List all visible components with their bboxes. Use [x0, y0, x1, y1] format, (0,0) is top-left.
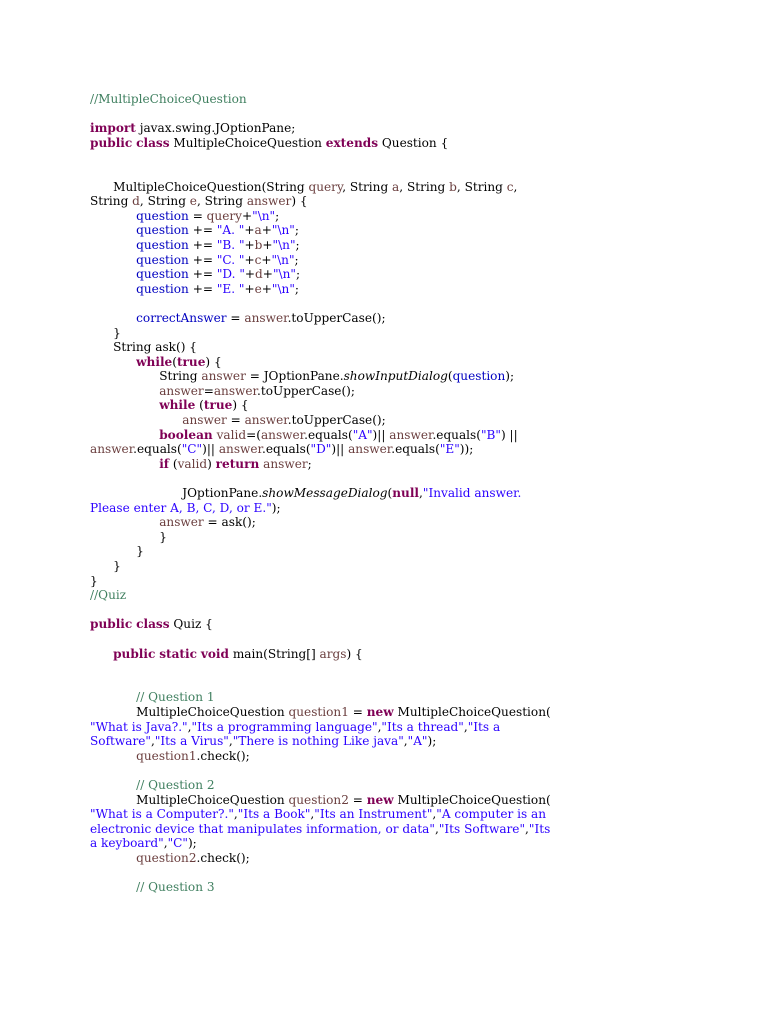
- code-line: [90, 282, 750, 297]
- variable-token: d: [132, 194, 140, 209]
- code-line: [90, 340, 750, 355]
- code-line: [90, 617, 750, 632]
- string-token: "A": [407, 734, 428, 749]
- variable-token: answer: [244, 310, 288, 325]
- code-token: +: [244, 252, 255, 267]
- code-token: [90, 690, 136, 704]
- code-token: ,: [310, 807, 315, 822]
- code-token: (: [387, 486, 393, 501]
- code-token: }: [90, 544, 144, 559]
- variable-token: valid: [177, 456, 208, 471]
- keyword-token: void: [200, 646, 229, 661]
- comment-token: //MultipleChoiceQuestion: [90, 92, 247, 106]
- field-token: question: [136, 208, 189, 223]
- keyword-token: while: [136, 354, 173, 369]
- code-token: +: [244, 281, 255, 296]
- code-token: [90, 384, 159, 398]
- code-token: ;: [307, 456, 312, 471]
- code-line: [90, 355, 750, 370]
- keyword-token: class: [136, 617, 170, 632]
- field-token: question: [136, 237, 189, 252]
- variable-token: question2: [288, 792, 349, 807]
- variable-token: question1: [288, 704, 349, 719]
- string-token: Please enter A, B, C, D, or E.": [90, 500, 272, 515]
- code-token: }: [90, 529, 167, 544]
- code-token: =: [188, 208, 207, 223]
- code-token: }: [90, 325, 121, 340]
- code-line: [90, 296, 750, 311]
- string-token: "\n": [271, 281, 295, 296]
- variable-token: answer: [244, 413, 288, 428]
- code-token: +: [244, 223, 255, 238]
- code-line: [90, 836, 750, 851]
- code-token: [90, 413, 182, 427]
- keyword-token: public: [113, 646, 156, 661]
- field-token: question: [136, 267, 189, 282]
- string-token: electronic device that manipulates information, or data": [90, 821, 435, 836]
- string-token: "C": [181, 442, 203, 457]
- code-token: [90, 238, 136, 252]
- comment-token: // Question 3: [136, 880, 215, 895]
- variable-token: c: [254, 252, 262, 267]
- code-token: ,: [513, 179, 518, 194]
- code-token: MultipleChoiceQuestion: [90, 704, 289, 719]
- keyword-token: static: [159, 646, 197, 661]
- keyword-token: new: [366, 704, 394, 719]
- code-token: [90, 428, 159, 442]
- string-token: "Its a Book": [237, 807, 311, 822]
- string-token: "\n": [272, 267, 296, 282]
- code-token: ));: [459, 442, 474, 457]
- keyword-token: null: [392, 486, 420, 501]
- code-token: ,: [163, 836, 168, 851]
- code-line: [90, 486, 750, 501]
- string-token: "\n": [271, 252, 295, 267]
- code-token: ,: [463, 719, 468, 734]
- field-token: question: [136, 223, 189, 238]
- code-token: ,: [432, 807, 437, 822]
- code-token: String ask() {: [90, 340, 197, 355]
- code-token: ) {: [232, 398, 249, 413]
- code-token: ) ||: [501, 427, 518, 442]
- code-line: [90, 180, 750, 195]
- code-token: ;: [294, 223, 299, 238]
- code-token: = ask();: [203, 515, 256, 530]
- variable-token: answer: [90, 442, 134, 457]
- string-token: a keyboard": [90, 836, 164, 851]
- string-token: "What is a Computer?.": [90, 807, 234, 822]
- keyword-token: new: [366, 792, 394, 807]
- code-token: MultipleChoiceQuestion(String: [90, 179, 309, 194]
- code-token: Question {: [378, 135, 449, 150]
- code-token: ,: [150, 734, 155, 749]
- code-line: [90, 107, 750, 122]
- code-token: .toUpperCase();: [287, 310, 386, 325]
- variable-token: query: [206, 208, 242, 223]
- code-token: ,: [233, 807, 238, 822]
- code-token: [90, 311, 136, 325]
- code-token: ;: [294, 281, 299, 296]
- string-token: "\n": [252, 208, 276, 223]
- code-line: [90, 880, 750, 895]
- variable-token: e: [189, 194, 197, 209]
- variable-token: answer: [201, 369, 246, 384]
- code-token: , String: [139, 194, 190, 209]
- code-token: [90, 282, 136, 296]
- code-token: +=: [188, 267, 217, 282]
- code-token: , String: [342, 179, 393, 194]
- code-line: [90, 136, 750, 151]
- code-token: ,: [525, 821, 529, 836]
- variable-token: answer: [218, 442, 262, 457]
- code-token: ;: [294, 252, 299, 267]
- string-token: "A. ": [216, 223, 245, 238]
- keyword-token: extends: [325, 135, 379, 150]
- code-token: );: [427, 734, 437, 749]
- code-token: ,: [228, 734, 233, 749]
- code-token: ,: [377, 719, 382, 734]
- string-token: "Its a programming language": [191, 719, 378, 734]
- code-token: (: [195, 398, 204, 413]
- string-token: "C. ": [216, 252, 245, 267]
- code-token: , String: [196, 194, 247, 209]
- code-line: [90, 428, 750, 443]
- code-line: [90, 515, 750, 530]
- string-token: "B. ": [216, 237, 245, 252]
- code-token: ;: [275, 208, 280, 223]
- code-token: ,: [187, 719, 192, 734]
- variable-token: answer: [182, 413, 227, 428]
- variable-token: c: [506, 179, 514, 194]
- variable-token: answer: [348, 442, 392, 457]
- code-token: }: [90, 559, 121, 573]
- code-listing: [90, 92, 750, 895]
- keyword-token: class: [136, 135, 170, 150]
- code-token: MultipleChoiceQuestion: [169, 135, 326, 150]
- code-token: +=: [188, 223, 217, 238]
- string-token: "D": [310, 442, 332, 457]
- string-token: "A": [352, 427, 373, 442]
- keyword-token: import: [90, 121, 136, 136]
- keyword-token: true: [176, 354, 206, 369]
- comment-token: // Question 2: [136, 777, 215, 792]
- code-token: ;: [295, 237, 300, 252]
- field-token: question: [136, 281, 189, 296]
- code-token: =: [348, 792, 367, 807]
- field-token: correctAnswer: [136, 310, 227, 325]
- code-token: =: [348, 704, 367, 719]
- comment-token: //Quiz: [90, 588, 127, 603]
- code-token: +: [262, 267, 273, 282]
- code-token: [90, 223, 136, 237]
- code-token: }: [90, 573, 98, 588]
- keyword-token: public: [90, 617, 133, 632]
- code-line: [90, 807, 750, 822]
- keyword-token: if: [159, 456, 169, 471]
- code-line: [90, 690, 750, 705]
- string-token: "\n": [271, 223, 295, 238]
- code-token: +=: [188, 252, 217, 267]
- variable-token: answer: [159, 383, 204, 398]
- code-token: [90, 253, 136, 267]
- static-method-token: showMessageDialog: [262, 486, 388, 501]
- code-token: )||: [202, 442, 219, 457]
- code-token: =: [226, 310, 245, 325]
- code-token: javax.swing.JOptionPane;: [135, 121, 296, 136]
- variable-token: e: [254, 281, 262, 296]
- code-line: [90, 661, 750, 676]
- code-line: [90, 632, 750, 647]
- code-token: [90, 851, 136, 865]
- code-token: =(: [246, 427, 261, 442]
- code-token: (: [447, 369, 453, 384]
- code-line: [90, 369, 750, 384]
- code-line: [90, 763, 750, 778]
- code-token: Quiz {: [169, 617, 213, 632]
- code-token: String: [90, 194, 133, 209]
- code-token: )||: [372, 427, 390, 442]
- variable-token: b: [254, 237, 263, 252]
- string-token: "Its a thread": [381, 719, 464, 734]
- variable-token: a: [392, 179, 400, 194]
- code-token: ) {: [291, 194, 308, 209]
- code-token: MultipleChoiceQuestion(: [393, 792, 551, 807]
- code-line: [90, 822, 750, 837]
- code-line: [90, 209, 750, 224]
- code-line: [90, 253, 750, 268]
- code-token: +: [244, 237, 255, 252]
- code-token: [90, 398, 159, 412]
- code-token: [90, 778, 136, 792]
- code-token: [90, 647, 113, 661]
- variable-token: args: [319, 646, 347, 661]
- code-token: .equals(: [391, 442, 440, 457]
- code-line: [90, 223, 750, 238]
- code-line: [90, 734, 750, 749]
- string-token: "Its Software": [438, 821, 526, 836]
- code-line: [90, 165, 750, 180]
- variable-token: answer: [246, 194, 292, 209]
- code-token: .check();: [196, 748, 250, 763]
- field-token: question: [452, 369, 506, 384]
- comment-token: // Question 1: [136, 690, 215, 705]
- code-token: String: [90, 369, 202, 384]
- code-line: [90, 778, 750, 793]
- variable-token: question1: [136, 748, 197, 763]
- code-line: [90, 851, 750, 866]
- code-line: [90, 588, 750, 603]
- code-token: JOptionPane.: [90, 486, 263, 501]
- code-line: [90, 865, 750, 880]
- code-token: , String: [456, 179, 507, 194]
- code-line: [90, 457, 750, 472]
- code-token: ,: [403, 734, 408, 749]
- string-token: Software": [90, 734, 151, 749]
- code-token: MultipleChoiceQuestion(: [393, 704, 551, 719]
- variable-token: b: [449, 179, 457, 194]
- string-token: "What is Java?.": [90, 719, 188, 734]
- code-token: .equals(: [262, 442, 311, 457]
- variable-token: answer: [159, 515, 204, 530]
- code-token: +: [261, 252, 272, 267]
- code-token: [90, 749, 136, 763]
- code-token: )||: [331, 442, 349, 457]
- code-token: ,: [419, 486, 423, 501]
- code-line: [90, 92, 750, 107]
- code-line: [90, 574, 750, 589]
- string-token: "\n": [272, 237, 296, 252]
- code-token: +=: [188, 237, 217, 252]
- variable-token: answer: [260, 427, 305, 442]
- code-token: .equals(: [432, 427, 481, 442]
- string-token: "There is nothing Like java": [232, 734, 404, 749]
- variable-token: answer: [263, 456, 308, 471]
- code-token: [90, 267, 136, 281]
- code-token: ;: [295, 267, 301, 282]
- variable-token: query: [308, 179, 343, 194]
- code-line: [90, 311, 750, 326]
- code-line: [90, 544, 750, 559]
- code-token: main(String[]: [229, 646, 320, 661]
- keyword-token: public: [90, 135, 133, 150]
- field-token: question: [136, 252, 189, 267]
- static-method-token: showInputDialog: [343, 369, 448, 384]
- code-line: [90, 501, 750, 516]
- code-line: [90, 398, 750, 413]
- code-token: +: [262, 237, 273, 252]
- code-token: ) {: [205, 354, 222, 369]
- code-token: .equals(: [133, 442, 182, 457]
- code-line: [90, 749, 750, 764]
- code-token: ,: [434, 821, 439, 836]
- variable-token: question2: [136, 850, 197, 865]
- code-token: .toUpperCase();: [257, 383, 355, 398]
- string-token: "Its a Virus": [154, 734, 229, 749]
- code-token: +=: [188, 281, 217, 296]
- code-line: [90, 238, 750, 253]
- code-line: [90, 121, 750, 136]
- code-line: [90, 326, 750, 341]
- code-line: [90, 384, 750, 399]
- code-token: );: [187, 836, 197, 851]
- code-line: [90, 676, 750, 691]
- code-line: [90, 720, 750, 735]
- variable-token: valid: [216, 427, 247, 442]
- code-token: ): [207, 456, 216, 471]
- keyword-token: return: [215, 456, 260, 471]
- string-token: "Invalid answer.: [422, 486, 522, 501]
- string-token: "D. ": [216, 267, 245, 282]
- code-token: (: [172, 354, 177, 369]
- code-token: (: [169, 456, 178, 471]
- code-line: [90, 530, 750, 545]
- code-line: [90, 705, 750, 720]
- string-token: "A computer is an: [436, 807, 547, 822]
- code-token: +: [244, 267, 256, 282]
- variable-token: answer: [389, 427, 433, 442]
- code-token: .equals(: [304, 427, 353, 442]
- code-line: [90, 647, 750, 662]
- string-token: "Its a: [467, 719, 501, 734]
- code-line: [90, 267, 750, 282]
- string-token: "C": [167, 836, 188, 851]
- string-token: "Its an Instrument": [314, 807, 433, 822]
- code-line: [90, 603, 750, 618]
- variable-token: d: [255, 267, 263, 282]
- code-token: [90, 515, 159, 529]
- code-token: [90, 209, 136, 223]
- variable-token: a: [254, 223, 262, 238]
- code-token: ) {: [346, 646, 363, 661]
- code-token: = JOptionPane.: [245, 369, 344, 384]
- keyword-token: while: [159, 398, 196, 413]
- keyword-token: boolean: [159, 427, 213, 442]
- code-token: .check();: [196, 850, 250, 865]
- keyword-token: true: [203, 398, 233, 413]
- string-token: "E. ": [216, 281, 245, 296]
- code-token: [90, 457, 159, 471]
- code-token: .toUpperCase();: [287, 413, 386, 428]
- code-token: [90, 880, 136, 894]
- code-token: =: [203, 383, 214, 398]
- code-line: [90, 442, 750, 457]
- code-token: );: [271, 500, 281, 515]
- code-token: MultipleChoiceQuestion: [90, 792, 289, 807]
- code-line: [90, 413, 750, 428]
- string-token: "E": [439, 442, 460, 457]
- code-token: =: [226, 413, 245, 428]
- code-token: +: [261, 281, 272, 296]
- variable-token: answer: [213, 383, 258, 398]
- code-line: [90, 793, 750, 808]
- code-token: , String: [399, 179, 450, 194]
- code-line: [90, 150, 750, 165]
- code-line: [90, 559, 750, 574]
- code-line: [90, 471, 750, 486]
- code-line: [90, 194, 750, 209]
- code-token: [90, 355, 136, 369]
- code-token: +: [241, 208, 253, 223]
- code-token: +: [261, 223, 272, 238]
- string-token: "B": [480, 427, 501, 442]
- string-token: "Its: [528, 821, 551, 836]
- code-token: );: [505, 369, 515, 384]
